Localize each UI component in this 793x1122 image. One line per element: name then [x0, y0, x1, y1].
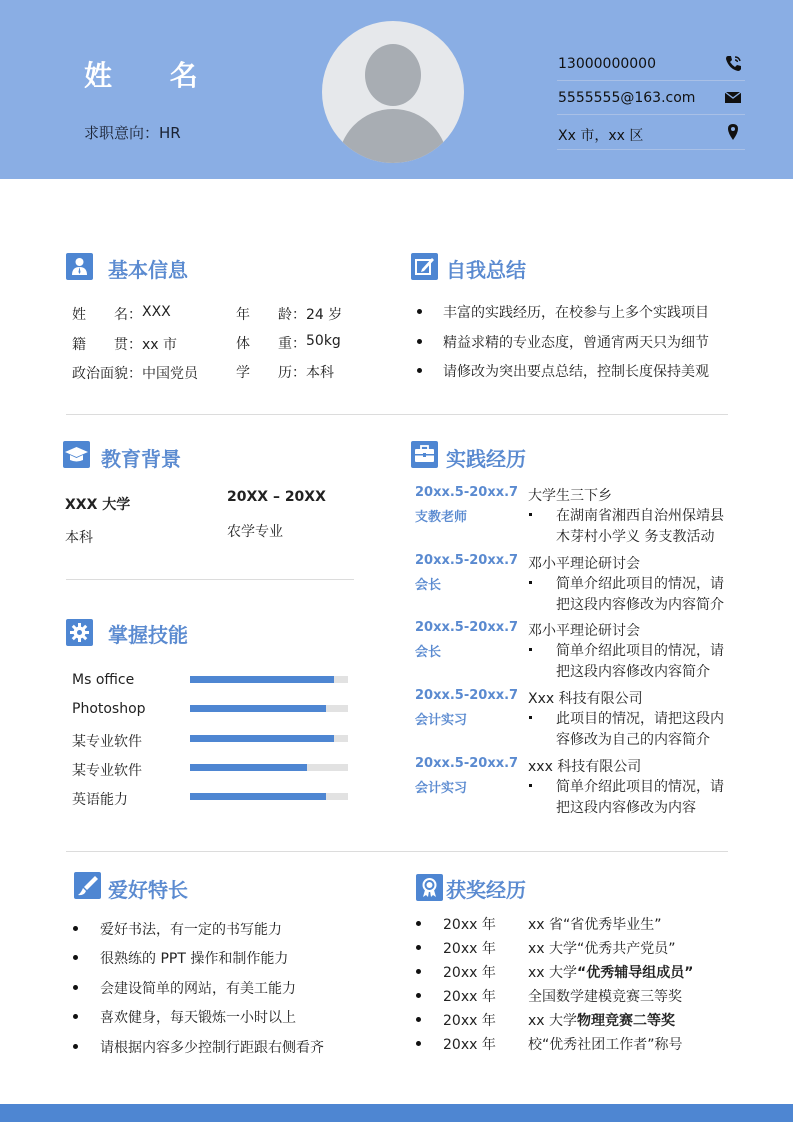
skill-name: Photoshop — [72, 701, 146, 717]
info-value: 中国党员 — [142, 366, 198, 382]
award-text-plain: xx 大学 — [528, 965, 578, 981]
practice-org: 邓小平理论研讨会 — [528, 623, 640, 639]
practice-period: 20xx.5-20xx.7 — [415, 756, 519, 771]
award-year: 20xx 年 — [443, 1037, 496, 1053]
email-text: 5555555@163.com — [558, 90, 696, 106]
practice-org: Xxx 科技有限公司 — [528, 691, 643, 707]
practice-org: 邓小平理论研讨会 — [528, 556, 640, 572]
hobbies-title: 爱好特长 — [108, 878, 188, 902]
practice-role: 会计实习 — [415, 781, 468, 796]
award-icon — [416, 874, 443, 901]
award-text-bold: 物理竞赛二等奖 — [577, 1013, 676, 1029]
bullet — [529, 784, 532, 787]
info-label: 姓 名： — [72, 307, 142, 323]
info-value: XXX — [142, 304, 171, 320]
briefcase-icon — [411, 441, 438, 468]
job-intent: 求职意向：HR — [84, 124, 181, 142]
practice-role: 会计实习 — [415, 713, 468, 728]
practice-desc: 把这段内容修改为内容简介 — [556, 597, 724, 613]
info-label: 学 历： — [236, 365, 306, 381]
hobby-item: 会建设简单的网站，有美工能力 — [100, 981, 296, 997]
contact-location — [557, 116, 745, 150]
award-text-plain: xx 大学“优秀共产党员” — [528, 941, 676, 957]
practice-desc: 简单介绍此项目的情况，请 — [556, 576, 724, 592]
info-label: 年 龄： — [236, 307, 306, 323]
info-label: 体 重： — [236, 336, 306, 352]
practice-period: 20xx.5-20xx.7 — [415, 553, 519, 568]
practice-desc: 木芽村小学义 务支教活动 — [556, 529, 715, 545]
practice-desc: 把这段内容修改为内容 — [556, 800, 696, 816]
info-value: 本科 — [306, 365, 334, 381]
divider — [66, 414, 728, 415]
bullet — [417, 339, 422, 344]
skill-bar-fill — [190, 764, 307, 771]
bullet — [73, 926, 78, 931]
award-text — [528, 914, 662, 934]
person-icon — [66, 253, 93, 280]
bullet — [529, 716, 532, 719]
bullet — [529, 513, 532, 516]
footer-bar — [0, 1104, 793, 1122]
practice-role: 会长 — [415, 645, 442, 660]
education-title: 教育背景 — [101, 447, 181, 471]
practice-desc: 在湖南省湘西自治州保靖县 — [556, 508, 724, 524]
practice-role: 支教老师 — [415, 510, 468, 525]
basic-info-title: 基本信息 — [108, 258, 188, 282]
practice-org: 大学生三下乡 — [528, 488, 612, 504]
practice-period: 20xx.5-20xx.7 — [415, 620, 519, 635]
practice-org: xxx 科技有限公司 — [528, 759, 642, 775]
resume-name: 姓 名 — [84, 59, 222, 92]
award-text — [528, 1010, 675, 1030]
practice-role: 会长 — [415, 578, 442, 593]
skill-name: 某专业软件 — [72, 763, 142, 779]
skill-bar-fill — [190, 793, 326, 800]
edit-icon — [411, 253, 438, 280]
award-text-plain: 全国数学建模竞赛三等奖 — [528, 989, 682, 1005]
location-text: Xx 市，xx 区 — [558, 128, 644, 144]
graduation-cap-icon — [63, 441, 90, 468]
phone-icon — [723, 54, 743, 72]
gear-icon — [66, 619, 93, 646]
award-text-plain: xx 大学 — [528, 1013, 578, 1029]
mail-icon — [723, 88, 743, 106]
hobby-item: 爱好书法，有一定的书写能力 — [100, 922, 282, 938]
education-period: 20XX – 20XX — [227, 489, 326, 505]
practice-desc: 把这段内容修改内容简介 — [556, 664, 710, 680]
hobby-item: 请根据内容多少控制行距跟右侧看齐 — [100, 1040, 324, 1056]
bullet — [529, 648, 532, 651]
skill-bar-fill — [190, 705, 326, 712]
bullet — [529, 581, 532, 584]
skill-name: 某专业软件 — [72, 734, 142, 750]
practice-period: 20xx.5-20xx.7 — [415, 688, 519, 703]
bullet — [416, 993, 421, 998]
bullet — [73, 955, 78, 960]
skill-bar-fill — [190, 676, 334, 683]
skill-bar-fill — [190, 735, 334, 742]
major: 农学专业 — [227, 524, 283, 540]
hobby-item: 很熟练的 PPT 操作和制作能力 — [100, 951, 289, 967]
practice-desc: 简单介绍此项目的情况，请 — [556, 779, 724, 795]
contact-email — [557, 81, 745, 115]
award-year: 20xx 年 — [443, 1013, 496, 1029]
avatar — [322, 21, 464, 163]
phone-text: 13000000000 — [558, 56, 656, 72]
summary-item: 丰富的实践经历，在校参与上多个实践项目 — [443, 305, 709, 321]
bullet — [416, 945, 421, 950]
practice-desc: 容修改为自己的内容简介 — [556, 732, 710, 748]
award-text — [528, 962, 693, 982]
award-year: 20xx 年 — [443, 965, 496, 981]
skill-name: Ms office — [72, 672, 135, 688]
award-year: 20xx 年 — [443, 989, 496, 1005]
info-value: 24 岁 — [306, 307, 343, 323]
bullet — [73, 985, 78, 990]
bullet — [73, 1014, 78, 1019]
practice-period: 20xx.5-20xx.7 — [415, 485, 519, 500]
award-text-bold: “优秀辅导组成员” — [577, 965, 694, 981]
award-text — [528, 1034, 683, 1054]
bullet — [416, 1017, 421, 1022]
practice-desc: 简单介绍此项目的情况，请 — [556, 643, 724, 659]
info-value: 50kg — [306, 333, 341, 349]
divider — [66, 579, 354, 580]
bullet — [417, 309, 422, 314]
contact-phone — [557, 47, 745, 81]
degree: 本科 — [65, 530, 93, 546]
skill-name: 英语能力 — [72, 792, 128, 808]
summary-item: 请修改为突出要点总结，控制长度保持美观 — [443, 364, 709, 380]
award-year: 20xx 年 — [443, 917, 496, 933]
bullet — [73, 1044, 78, 1049]
award-text-plain: 校“优秀社团工作者”称号 — [528, 1037, 683, 1053]
bullet — [416, 969, 421, 974]
location-icon — [723, 123, 743, 141]
award-year: 20xx 年 — [443, 941, 496, 957]
award-text — [528, 986, 682, 1006]
info-label: 籍 贯： — [72, 337, 142, 353]
practice-title: 实践经历 — [446, 447, 526, 471]
bullet — [416, 1041, 421, 1046]
info-value: xx 市 — [142, 337, 178, 353]
summary-item: 精益求精的专业态度，曾通宵两天只为细节 — [443, 335, 709, 351]
award-text-plain: xx 省“省优秀毕业生” — [528, 917, 662, 933]
awards-title: 获奖经历 — [446, 878, 526, 902]
practice-desc: 此项目的情况，请把这段内 — [556, 711, 724, 727]
bullet — [416, 921, 421, 926]
school-name: XXX 大学 — [65, 497, 131, 513]
skills-title: 掌握技能 — [108, 623, 188, 647]
bullet — [417, 368, 422, 373]
hobby-item: 喜欢健身，每天锻炼一小时以上 — [100, 1010, 296, 1026]
info-label: 政治面貌： — [72, 366, 142, 382]
divider — [66, 851, 728, 852]
summary-title: 自我总结 — [446, 258, 526, 282]
award-text — [528, 938, 676, 958]
brush-icon — [74, 872, 101, 899]
